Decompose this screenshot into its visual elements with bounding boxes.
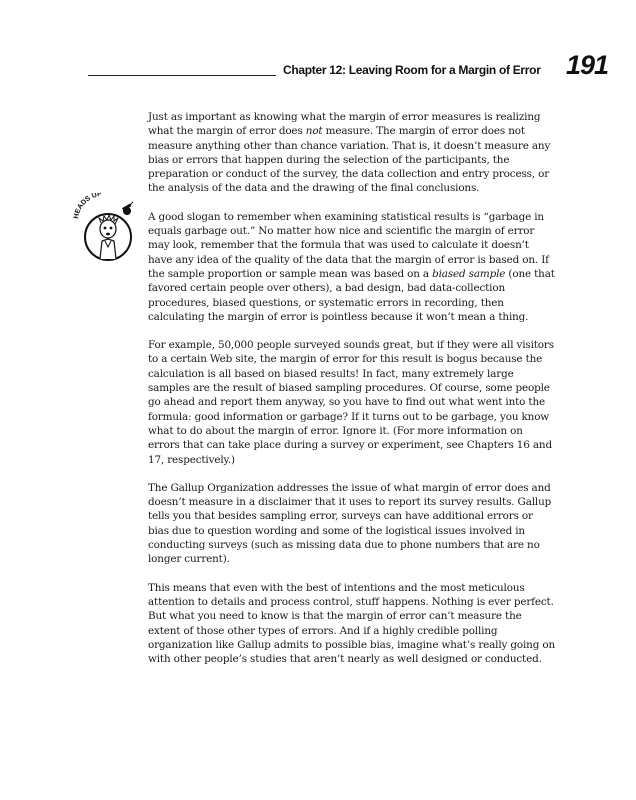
chapter-title: Chapter 12: Leaving Room for a Margin of Error	[283, 63, 541, 77]
paragraph-3: For example, 50,000 people surveyed sounds great, but if they were all visitors to a certain Web site, the margin of error for this result is bogus because the calculation is all based on biased results! In fact, many extremely large samples are the result of biased sampling procedures. Of course, some people go ahead and report them anyway, so you have to find out what went into the formula: good information or garbage? If it turns out to be garbage, you know what to do about the margin of error. Ignore it. (For more information on errors that can take place during a survey or experiment, see Chapters 16 and 17, respectively.)	[148, 339, 554, 466]
heads-up-icon	[72, 193, 138, 265]
body-text	[148, 110, 556, 680]
paragraph-5: This means that even with the best of intentions and the most meticulous attention to details and process control, stuff happens. Nothing is ever perfect. But what you need to know is that the margin of error can’t measure the extent of those other types of errors. And if a highly credible polling organization like Gallup admits to possible bias, imagine what’s really going on with other people’s studies that aren’t nearly as well designed or conducted.	[148, 581, 556, 666]
paragraph-1: Just as important as knowing what the margin of error measures is realizing what the margin of error does not measure. The margin of error does not measure anything other than chance variation. That is, it doesn’t measure any bias or errors that happen during the selection of the participants, the preparation or conduct of the survey, the data collection and entry process, or the analysis of the data and the drawing of the final conclusions.	[148, 111, 551, 195]
page-number: 191	[566, 50, 609, 80]
heads-up-label: HEADS UP	[72, 193, 103, 220]
paragraph-4: The Gallup Organization addresses the issue of what margin of error does and doesn’t measure in a disclaimer that it uses to report its survey results. Gallup tells you that besides sampling error, surveys can have additional errors or bias due to question wording and some of the logistical issues involved in conducting surveys (such as missing data due to phone numbers that are no longer current).	[148, 481, 552, 566]
paragraph-2: A good slogan to remember when examining statistical results is “garbage in equals garbage out.” No matter how nice and scientific the margin of error may look, remember that the formula that was used to calculate it doesn’t have any idea of the quality of the data that the margin of error is based on. If the sample proportion or sample mean was based on a biased sample (one that favored certain people over others), a bad design, bad data-collection procedures, biased questions, or systematic errors in recording, then calculating the margin of error is pointless because it won’t mean a thing.	[148, 210, 555, 323]
heads-up-illustration	[72, 193, 138, 265]
header-rule	[88, 75, 276, 76]
